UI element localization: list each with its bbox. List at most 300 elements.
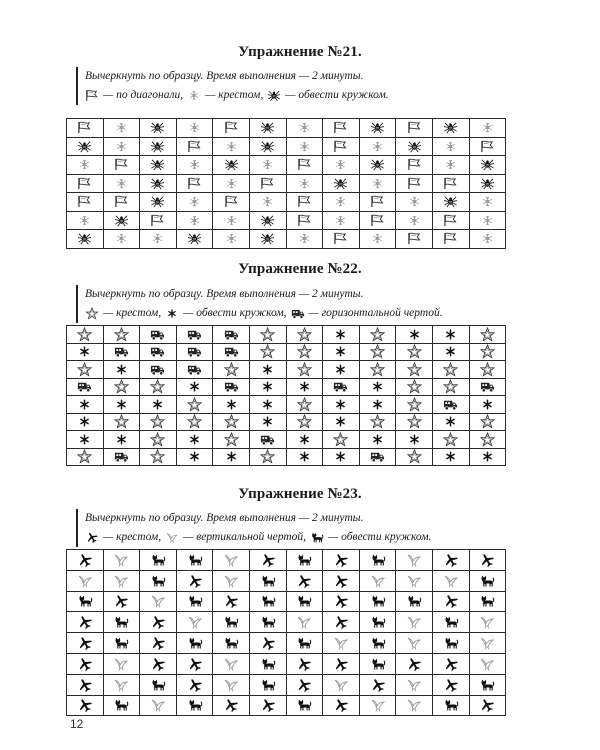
flag-icon[interactable] bbox=[67, 119, 104, 138]
star-outline-icon[interactable] bbox=[213, 361, 250, 379]
asterisk-icon[interactable] bbox=[359, 431, 396, 449]
star-outline-icon[interactable] bbox=[469, 361, 506, 379]
bird-outline-icon[interactable] bbox=[67, 570, 104, 591]
flag-icon[interactable] bbox=[213, 193, 250, 212]
airplane-icon[interactable] bbox=[432, 550, 469, 571]
airplane-icon[interactable] bbox=[249, 633, 286, 654]
legend-text: — крестом, bbox=[103, 531, 162, 543]
flag-icon[interactable] bbox=[286, 193, 323, 212]
asterisk-icon[interactable] bbox=[140, 396, 177, 414]
asterisk-icon[interactable] bbox=[286, 431, 323, 449]
spider-icon[interactable] bbox=[469, 156, 506, 175]
flag-icon[interactable] bbox=[140, 211, 177, 230]
instruction-text: Вычеркнуть по образцу. Время выполнения — 2 минуты. bbox=[85, 288, 364, 300]
flag-icon[interactable] bbox=[432, 174, 469, 193]
asterisk-icon[interactable] bbox=[249, 413, 286, 431]
legend-text: — крестом, bbox=[205, 89, 264, 101]
star-outline-icon[interactable] bbox=[67, 361, 104, 379]
cat-icon[interactable] bbox=[359, 550, 396, 571]
star-outline-icon[interactable] bbox=[140, 448, 177, 466]
flag-icon[interactable] bbox=[359, 193, 396, 212]
snowflake-outline-icon[interactable] bbox=[469, 119, 506, 138]
star-outline-icon[interactable] bbox=[469, 343, 506, 361]
asterisk-icon[interactable] bbox=[103, 396, 140, 414]
snowflake-outline-icon[interactable] bbox=[469, 211, 506, 230]
asterisk-icon[interactable] bbox=[286, 448, 323, 466]
cat-icon[interactable] bbox=[176, 591, 213, 612]
truck-icon[interactable] bbox=[213, 343, 250, 361]
star-outline-icon[interactable] bbox=[432, 361, 469, 379]
airplane-icon[interactable] bbox=[213, 695, 250, 716]
asterisk-icon[interactable] bbox=[176, 431, 213, 449]
star-outline-icon[interactable] bbox=[469, 431, 506, 449]
asterisk-icon[interactable] bbox=[176, 378, 213, 396]
snowflake-outline-icon[interactable] bbox=[103, 119, 140, 138]
star-outline-icon[interactable] bbox=[396, 448, 433, 466]
airplane-icon[interactable] bbox=[359, 674, 396, 695]
flag-icon[interactable] bbox=[213, 119, 250, 138]
truck-icon[interactable] bbox=[140, 343, 177, 361]
cat-icon[interactable] bbox=[286, 695, 323, 716]
spider-icon[interactable] bbox=[67, 137, 104, 156]
star-outline-icon[interactable] bbox=[396, 361, 433, 379]
bird-outline-icon[interactable] bbox=[469, 653, 506, 674]
flag-icon[interactable] bbox=[469, 137, 506, 156]
airplane-icon[interactable] bbox=[67, 653, 104, 674]
airplane-icon[interactable] bbox=[140, 612, 177, 633]
airplane-icon[interactable] bbox=[67, 633, 104, 654]
star-outline-icon[interactable] bbox=[140, 413, 177, 431]
asterisk-icon[interactable] bbox=[249, 378, 286, 396]
cat-icon[interactable] bbox=[176, 633, 213, 654]
snowflake-outline-icon[interactable] bbox=[286, 230, 323, 249]
bird-outline-icon[interactable] bbox=[213, 550, 250, 571]
bird-outline-icon[interactable] bbox=[396, 674, 433, 695]
spider-icon[interactable] bbox=[432, 193, 469, 212]
cat-icon[interactable] bbox=[359, 653, 396, 674]
cat-icon[interactable] bbox=[249, 591, 286, 612]
flag-icon[interactable] bbox=[396, 156, 433, 175]
bird-outline-icon[interactable] bbox=[359, 695, 396, 716]
flag-icon[interactable] bbox=[323, 137, 360, 156]
snowflake-outline-icon[interactable] bbox=[103, 230, 140, 249]
spider-icon[interactable] bbox=[249, 119, 286, 138]
snowflake-outline-icon[interactable] bbox=[103, 137, 140, 156]
cat-icon[interactable] bbox=[286, 550, 323, 571]
snowflake-outline-icon[interactable] bbox=[213, 230, 250, 249]
airplane-icon[interactable] bbox=[286, 570, 323, 591]
snowflake-outline-icon[interactable] bbox=[396, 211, 433, 230]
star-outline-icon[interactable] bbox=[469, 413, 506, 431]
spider-icon[interactable] bbox=[396, 137, 433, 156]
asterisk-icon[interactable] bbox=[249, 396, 286, 414]
star-outline-icon[interactable] bbox=[359, 343, 396, 361]
cat-icon[interactable] bbox=[469, 591, 506, 612]
asterisk-icon[interactable] bbox=[213, 448, 250, 466]
star-outline-icon[interactable] bbox=[359, 361, 396, 379]
snowflake-outline-icon[interactable] bbox=[67, 156, 104, 175]
spider-icon[interactable] bbox=[249, 137, 286, 156]
snowflake-outline-icon[interactable] bbox=[249, 193, 286, 212]
legend-text: — вертикальной чертой, bbox=[183, 531, 307, 543]
star-outline-icon[interactable] bbox=[432, 431, 469, 449]
bird-outline-icon[interactable] bbox=[396, 550, 433, 571]
snowflake-outline-icon[interactable] bbox=[140, 230, 177, 249]
bird-outline-icon[interactable] bbox=[323, 633, 360, 654]
airplane-icon[interactable] bbox=[286, 653, 323, 674]
exercise-22-instructions bbox=[76, 285, 443, 323]
snowflake-outline-icon[interactable] bbox=[213, 211, 250, 230]
asterisk-icon[interactable] bbox=[213, 396, 250, 414]
snowflake-outline-icon[interactable] bbox=[359, 230, 396, 249]
airplane-icon[interactable] bbox=[432, 653, 469, 674]
star-outline-icon[interactable] bbox=[140, 378, 177, 396]
snowflake-outline-icon[interactable] bbox=[176, 211, 213, 230]
spider-icon[interactable] bbox=[249, 230, 286, 249]
spider-icon[interactable] bbox=[176, 230, 213, 249]
star-outline-icon[interactable] bbox=[286, 396, 323, 414]
snowflake-outline-icon[interactable] bbox=[103, 174, 140, 193]
spider-icon[interactable] bbox=[213, 156, 250, 175]
airplane-icon[interactable] bbox=[286, 674, 323, 695]
airplane-icon[interactable] bbox=[323, 591, 360, 612]
flag-icon[interactable] bbox=[432, 211, 469, 230]
star-outline-icon[interactable] bbox=[286, 413, 323, 431]
asterisk-icon[interactable] bbox=[432, 326, 469, 344]
snowflake-outline-icon[interactable] bbox=[249, 156, 286, 175]
spider-icon[interactable] bbox=[469, 174, 506, 193]
spider-icon bbox=[267, 89, 281, 102]
flag-icon[interactable] bbox=[176, 137, 213, 156]
star-outline-icon[interactable] bbox=[396, 378, 433, 396]
star-outline-icon[interactable] bbox=[286, 361, 323, 379]
airplane-icon[interactable] bbox=[323, 695, 360, 716]
grid-row bbox=[67, 193, 506, 212]
truck-icon[interactable] bbox=[103, 343, 140, 361]
snowflake-outline-icon[interactable] bbox=[469, 230, 506, 249]
truck-icon[interactable] bbox=[176, 361, 213, 379]
truck-icon[interactable] bbox=[359, 448, 396, 466]
snowflake-outline-icon[interactable] bbox=[286, 119, 323, 138]
asterisk-icon[interactable] bbox=[469, 396, 506, 414]
asterisk-icon[interactable] bbox=[323, 326, 360, 344]
cat-icon[interactable] bbox=[469, 570, 506, 591]
cat-icon[interactable] bbox=[432, 612, 469, 633]
snowflake-outline-icon[interactable] bbox=[176, 193, 213, 212]
truck-icon[interactable] bbox=[213, 326, 250, 344]
spider-icon[interactable] bbox=[359, 156, 396, 175]
airplane-icon[interactable] bbox=[432, 591, 469, 612]
bird-outline-icon[interactable] bbox=[103, 570, 140, 591]
bird-outline-icon[interactable] bbox=[213, 653, 250, 674]
flag-icon[interactable] bbox=[67, 174, 104, 193]
star-outline-icon[interactable] bbox=[249, 448, 286, 466]
spider-icon[interactable] bbox=[359, 119, 396, 138]
asterisk-icon[interactable] bbox=[396, 326, 433, 344]
snowflake-outline-icon[interactable] bbox=[323, 193, 360, 212]
cat-icon[interactable] bbox=[140, 570, 177, 591]
star-outline-icon[interactable] bbox=[176, 413, 213, 431]
spider-icon[interactable] bbox=[249, 211, 286, 230]
bird-outline-icon[interactable] bbox=[103, 674, 140, 695]
legend bbox=[85, 528, 431, 547]
cat-icon[interactable] bbox=[249, 570, 286, 591]
star-outline-icon[interactable] bbox=[213, 413, 250, 431]
star-outline-icon[interactable] bbox=[213, 431, 250, 449]
snowflake-outline-icon[interactable] bbox=[176, 119, 213, 138]
airplane-icon[interactable] bbox=[469, 550, 506, 571]
cat-icon[interactable] bbox=[103, 612, 140, 633]
bird-outline-icon[interactable] bbox=[469, 612, 506, 633]
airplane-icon[interactable] bbox=[396, 653, 433, 674]
grid-row bbox=[67, 156, 506, 175]
asterisk-icon[interactable] bbox=[323, 448, 360, 466]
truck-icon[interactable] bbox=[249, 431, 286, 449]
airplane-icon[interactable] bbox=[176, 570, 213, 591]
star-outline-icon[interactable] bbox=[359, 326, 396, 344]
bird-outline-icon[interactable] bbox=[396, 570, 433, 591]
spider-icon[interactable] bbox=[140, 137, 177, 156]
airplane-icon[interactable] bbox=[140, 633, 177, 654]
cat-icon[interactable] bbox=[103, 695, 140, 716]
truck-icon[interactable] bbox=[213, 378, 250, 396]
asterisk-icon[interactable] bbox=[359, 378, 396, 396]
asterisk-icon bbox=[165, 307, 179, 320]
star-outline-icon[interactable] bbox=[323, 431, 360, 449]
spider-icon[interactable] bbox=[432, 119, 469, 138]
asterisk-icon[interactable] bbox=[103, 431, 140, 449]
snowflake-outline-icon[interactable] bbox=[176, 156, 213, 175]
star-outline-icon[interactable] bbox=[103, 413, 140, 431]
bird-outline-icon[interactable] bbox=[396, 695, 433, 716]
flag-icon[interactable] bbox=[103, 193, 140, 212]
exercise-21-grid bbox=[66, 118, 506, 249]
grid-row bbox=[67, 653, 506, 674]
flag-icon[interactable] bbox=[323, 119, 360, 138]
asterisk-icon[interactable] bbox=[176, 448, 213, 466]
cat-icon[interactable] bbox=[213, 612, 250, 633]
star-outline-icon[interactable] bbox=[359, 413, 396, 431]
flag-icon[interactable] bbox=[103, 156, 140, 175]
cat-icon[interactable] bbox=[140, 674, 177, 695]
flag-icon[interactable] bbox=[249, 174, 286, 193]
legend-text: — обвести кружком, bbox=[183, 307, 287, 319]
bird-outline-icon[interactable] bbox=[213, 674, 250, 695]
airplane-icon[interactable] bbox=[103, 591, 140, 612]
asterisk-icon[interactable] bbox=[323, 361, 360, 379]
flag-icon[interactable] bbox=[432, 230, 469, 249]
flag-icon[interactable] bbox=[67, 193, 104, 212]
airplane-icon[interactable] bbox=[469, 695, 506, 716]
asterisk-icon[interactable] bbox=[67, 431, 104, 449]
spider-icon[interactable] bbox=[67, 230, 104, 249]
airplane-icon[interactable] bbox=[67, 612, 104, 633]
cat-icon[interactable] bbox=[213, 633, 250, 654]
star-outline-icon[interactable] bbox=[286, 343, 323, 361]
airplane-icon[interactable] bbox=[67, 550, 104, 571]
truck-icon[interactable] bbox=[469, 378, 506, 396]
airplane-icon[interactable] bbox=[67, 674, 104, 695]
asterisk-icon[interactable] bbox=[323, 413, 360, 431]
asterisk-icon[interactable] bbox=[396, 431, 433, 449]
star-outline-icon[interactable] bbox=[67, 448, 104, 466]
asterisk-icon[interactable] bbox=[286, 378, 323, 396]
cat-icon[interactable] bbox=[286, 591, 323, 612]
star-outline-icon[interactable] bbox=[396, 413, 433, 431]
bird-outline-icon[interactable] bbox=[140, 695, 177, 716]
airplane-icon[interactable] bbox=[213, 591, 250, 612]
cat-icon[interactable] bbox=[103, 633, 140, 654]
cat-icon[interactable] bbox=[140, 550, 177, 571]
asterisk-icon[interactable] bbox=[359, 396, 396, 414]
truck-icon[interactable] bbox=[323, 378, 360, 396]
cat-icon[interactable] bbox=[469, 674, 506, 695]
star-outline-icon[interactable] bbox=[249, 343, 286, 361]
snowflake-outline-icon[interactable] bbox=[432, 156, 469, 175]
asterisk-icon[interactable] bbox=[432, 413, 469, 431]
asterisk-icon[interactable] bbox=[323, 343, 360, 361]
flag-icon[interactable] bbox=[396, 230, 433, 249]
airplane-icon[interactable] bbox=[176, 674, 213, 695]
airplane-icon[interactable] bbox=[323, 570, 360, 591]
bird-outline-icon[interactable] bbox=[323, 674, 360, 695]
spider-icon[interactable] bbox=[140, 119, 177, 138]
cat-icon[interactable] bbox=[432, 633, 469, 654]
grid-row bbox=[67, 633, 506, 654]
asterisk-icon[interactable] bbox=[67, 343, 104, 361]
bird-outline-icon[interactable] bbox=[213, 570, 250, 591]
star-outline-icon[interactable] bbox=[103, 378, 140, 396]
asterisk-icon[interactable] bbox=[469, 448, 506, 466]
snowflake-outline-icon[interactable] bbox=[323, 156, 360, 175]
spider-icon[interactable] bbox=[140, 193, 177, 212]
snowflake-outline-icon[interactable] bbox=[213, 137, 250, 156]
airplane-icon bbox=[85, 531, 99, 544]
spider-icon[interactable] bbox=[140, 156, 177, 175]
airplane-icon[interactable] bbox=[323, 612, 360, 633]
star-outline-icon[interactable] bbox=[67, 326, 104, 344]
snowflake-outline-icon[interactable] bbox=[323, 211, 360, 230]
cat-icon[interactable] bbox=[249, 612, 286, 633]
asterisk-icon[interactable] bbox=[67, 413, 104, 431]
asterisk-icon[interactable] bbox=[67, 396, 104, 414]
bird-outline-icon[interactable] bbox=[286, 612, 323, 633]
flag-icon bbox=[85, 89, 99, 102]
asterisk-icon[interactable] bbox=[103, 361, 140, 379]
airplane-icon[interactable] bbox=[432, 674, 469, 695]
asterisk-icon[interactable] bbox=[432, 448, 469, 466]
cat-icon[interactable] bbox=[176, 550, 213, 571]
star-outline-icon[interactable] bbox=[249, 326, 286, 344]
bird-outline-icon[interactable] bbox=[396, 633, 433, 654]
airplane-icon[interactable] bbox=[323, 653, 360, 674]
asterisk-icon[interactable] bbox=[323, 396, 360, 414]
cat-icon[interactable] bbox=[249, 653, 286, 674]
exercise-23-instructions bbox=[76, 509, 431, 547]
flag-icon[interactable] bbox=[286, 156, 323, 175]
snowflake-outline-icon[interactable] bbox=[213, 174, 250, 193]
bird-outline-icon[interactable] bbox=[469, 633, 506, 654]
exercise-23-grid bbox=[66, 549, 506, 716]
cat-icon[interactable] bbox=[67, 591, 104, 612]
cat-icon[interactable] bbox=[359, 612, 396, 633]
star-outline-icon[interactable] bbox=[103, 326, 140, 344]
truck-icon[interactable] bbox=[176, 326, 213, 344]
spider-icon[interactable] bbox=[323, 174, 360, 193]
grid-row bbox=[67, 448, 506, 466]
cat-icon[interactable] bbox=[249, 674, 286, 695]
bird-outline-icon[interactable] bbox=[359, 570, 396, 591]
airplane-icon[interactable] bbox=[249, 550, 286, 571]
truck-icon bbox=[291, 307, 305, 320]
airplane-icon[interactable] bbox=[323, 550, 360, 571]
spider-icon[interactable] bbox=[103, 211, 140, 230]
bird-outline-icon[interactable] bbox=[103, 653, 140, 674]
asterisk-icon[interactable] bbox=[249, 361, 286, 379]
snowflake-outline-icon[interactable] bbox=[396, 193, 433, 212]
truck-icon[interactable] bbox=[140, 361, 177, 379]
airplane-icon[interactable] bbox=[176, 653, 213, 674]
bird-outline-icon[interactable] bbox=[103, 550, 140, 571]
flag-icon[interactable] bbox=[323, 230, 360, 249]
cat-icon[interactable] bbox=[432, 695, 469, 716]
snowflake-outline-icon[interactable] bbox=[469, 193, 506, 212]
snowflake-outline-icon[interactable] bbox=[432, 137, 469, 156]
truck-icon[interactable] bbox=[67, 378, 104, 396]
grid-row bbox=[67, 570, 506, 591]
truck-icon[interactable] bbox=[103, 448, 140, 466]
grid-row bbox=[67, 119, 506, 138]
snowflake-outline-icon[interactable] bbox=[359, 174, 396, 193]
flag-icon[interactable] bbox=[396, 174, 433, 193]
cat-icon[interactable] bbox=[396, 591, 433, 612]
star-outline-icon[interactable] bbox=[396, 396, 433, 414]
star-outline-icon[interactable] bbox=[286, 326, 323, 344]
instruction-text: Вычеркнуть по образцу. Время выполнения — 2 минуты. bbox=[85, 70, 364, 82]
snowflake-outline-icon[interactable] bbox=[359, 137, 396, 156]
flag-icon[interactable] bbox=[176, 174, 213, 193]
star-outline-icon[interactable] bbox=[140, 431, 177, 449]
flag-icon[interactable] bbox=[396, 119, 433, 138]
airplane-icon[interactable] bbox=[140, 653, 177, 674]
truck-icon[interactable] bbox=[140, 326, 177, 344]
bird-outline-icon[interactable] bbox=[140, 591, 177, 612]
grid-row bbox=[67, 230, 506, 249]
cat-icon[interactable] bbox=[176, 695, 213, 716]
asterisk-icon[interactable] bbox=[432, 343, 469, 361]
flag-icon[interactable] bbox=[359, 211, 396, 230]
truck-icon[interactable] bbox=[432, 396, 469, 414]
airplane-icon[interactable] bbox=[67, 695, 104, 716]
cat-icon[interactable] bbox=[359, 633, 396, 654]
spider-icon[interactable] bbox=[140, 174, 177, 193]
star-outline-icon[interactable] bbox=[432, 378, 469, 396]
bird-outline-icon[interactable] bbox=[176, 612, 213, 633]
cat-icon[interactable] bbox=[359, 591, 396, 612]
cat-icon[interactable] bbox=[286, 633, 323, 654]
snowflake-outline-icon[interactable] bbox=[286, 174, 323, 193]
star-outline-icon[interactable] bbox=[176, 396, 213, 414]
snowflake-outline-icon[interactable] bbox=[67, 211, 104, 230]
bird-outline-icon[interactable] bbox=[432, 570, 469, 591]
flag-icon[interactable] bbox=[286, 211, 323, 230]
star-outline-icon[interactable] bbox=[469, 326, 506, 344]
snowflake-outline-icon[interactable] bbox=[286, 137, 323, 156]
airplane-icon[interactable] bbox=[249, 695, 286, 716]
bird-outline-icon[interactable] bbox=[396, 612, 433, 633]
star-outline-icon[interactable] bbox=[396, 343, 433, 361]
truck-icon[interactable] bbox=[176, 343, 213, 361]
